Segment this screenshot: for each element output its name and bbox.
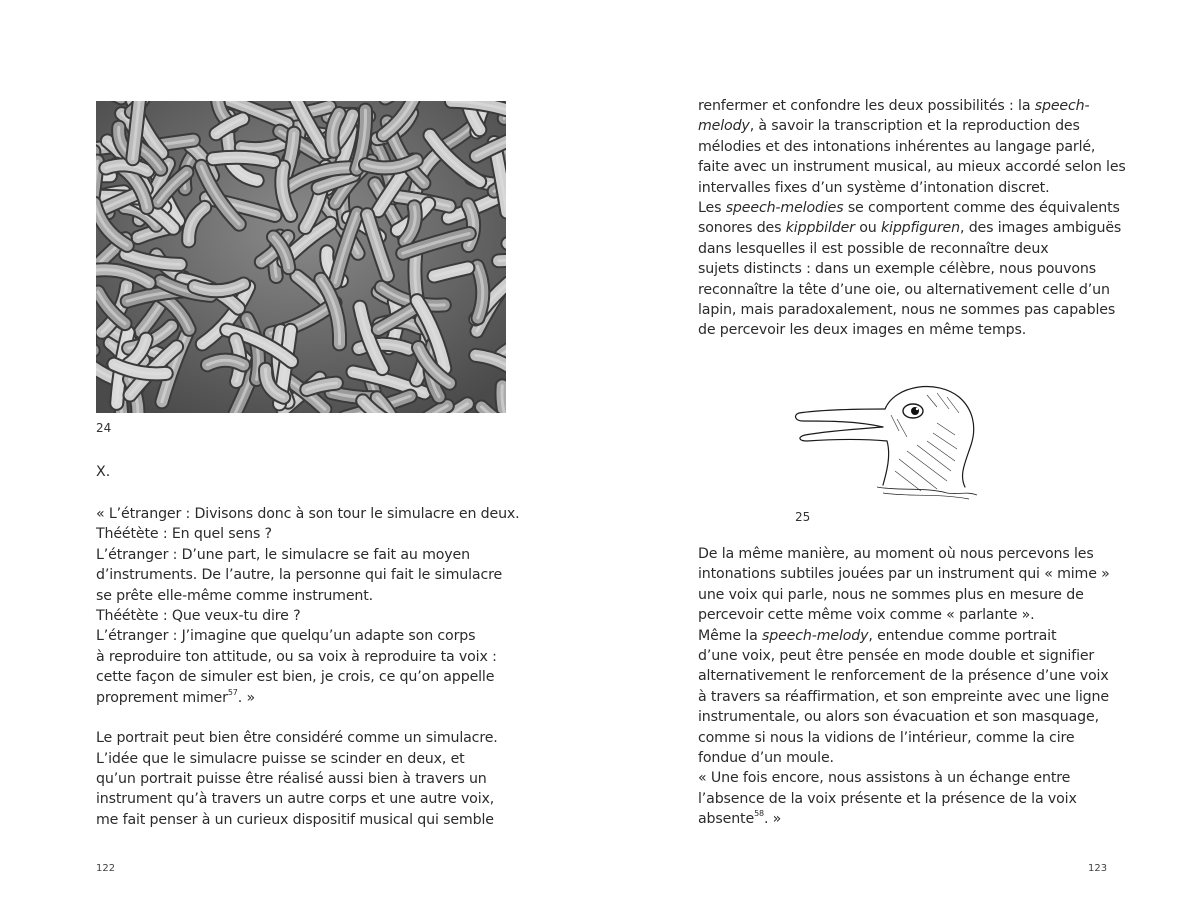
quote-line: à reproduire ton attitude, ou sa voix à reproduire ta voix : <box>96 648 497 665</box>
figure-24-caption: 24 <box>96 421 112 435</box>
text-line: intervalles fixes d’un système d’intonation discret. <box>698 179 1050 196</box>
text-line: De la même manière, au moment où nous percevons les <box>698 546 1094 562</box>
paragraph-line: me fait penser à un curieux dispositif musical qui semble <box>96 811 494 828</box>
quote-line: L’étranger : D’une part, le simulacre se fait au moyen <box>96 546 470 563</box>
text-line: de percevoir les deux images en même temps. <box>698 322 1027 339</box>
quote-line-last: proprement mimer$^{57}$. » <box>96 687 255 706</box>
text-line: percevoir cette même voix comme « parlante ». <box>698 607 1035 624</box>
text-line: melody, à savoir la transcription et la reproduction des <box>698 118 1080 135</box>
quote-line: se prête elle-même comme instrument. <box>96 587 374 604</box>
paragraph-line: Le portrait peut bien être considéré comme un simulacre. <box>96 730 498 747</box>
text-line: renfermer et confondre les deux possibilités : la speech- <box>698 98 1090 114</box>
text-line: une voix qui parle, nous ne sommes plus en mesure de <box>698 586 1084 603</box>
text-line: sonores des kippbilder ou kippfiguren, des images ambiguës <box>698 220 1122 237</box>
text-line: reconnaître la tête d’une oie, ou alternativement celle d’un <box>698 281 1110 298</box>
bacteria-micrograph-icon <box>96 101 506 413</box>
quote-line: Théétète : En quel sens ? <box>96 526 272 543</box>
paragraph-perception <box>698 544 1110 829</box>
text-line: Les speech-melodies se comportent comme des équivalents <box>698 199 1120 216</box>
text-line: comme si nous la vidions de l’intérieur, comme la cire <box>698 729 1075 746</box>
paragraph-line: instrument qu’à travers un autre corps et une autre voix, <box>96 791 495 808</box>
text-line: instrumentale, ou alors son évacuation et son masquage, <box>698 709 1099 726</box>
text-line: « Une fois encore, nous assistons à un échange entre <box>698 770 1071 787</box>
text-line: sujets distincts : dans un exemple célèbre, nous pouvons <box>698 261 1096 278</box>
figure-25-caption: 25 <box>795 510 811 524</box>
text-line: lapin, mais paradoxalement, nous ne sommes pas capables <box>698 301 1116 318</box>
quote-line: cette façon de simuler est bien, je crois, ce qu’on appelle <box>96 669 495 686</box>
text-line: à travers sa réaffirmation, et son empreinte avec une ligne <box>698 688 1109 705</box>
footnote-ref-58[interactable]: 58 <box>754 809 764 819</box>
dialogue-quote <box>96 504 520 830</box>
page-number-right: 123 <box>1088 863 1108 874</box>
quote-line: L’étranger : J’imagine que quelqu’un adapte son corps <box>96 628 476 645</box>
quote-line: Théétète : Que veux-tu dire ? <box>96 607 301 624</box>
text-line: Même la speech-melody, entendue comme portrait <box>698 627 1057 644</box>
text-line: l’absence de la voix présente et la présence de la voix <box>698 790 1077 807</box>
text-line: faite avec un instrument musical, au mieux accordé selon les <box>698 159 1126 176</box>
paragraph-speech-melody <box>698 96 1126 341</box>
text-line: d’une voix, peut être pensée en mode double et signifier <box>698 647 1095 664</box>
quote-line: « L’étranger : Divisons donc à son tour le simulacre en deux. <box>96 506 520 522</box>
text-line: intonations subtiles jouées par un instrument qui « mime » <box>698 566 1110 583</box>
text-line: alternativement le renforcement de la présence d’une voix <box>698 668 1109 685</box>
section-numeral: X. <box>96 464 111 480</box>
text-line: fondue d’un moule. <box>698 749 834 766</box>
text-line: mélodies et des intonations inhérentes au langage parlé, <box>698 138 1096 155</box>
text-line: dans lesquelles il est possible de reconnaître deux <box>698 240 1049 257</box>
page-number-left: 122 <box>96 863 116 874</box>
footnote-ref-57[interactable]: 57 <box>227 687 238 697</box>
paragraph-line: qu’un portrait puisse être réalisé aussi bien à travers un <box>96 771 487 788</box>
quote-line: d’instruments. De l’autre, la personne qui fait le simulacre <box>96 567 503 584</box>
text-line: absente$^{58}$. » <box>698 809 782 828</box>
duck-rabbit-illusion-icon <box>787 375 982 503</box>
paragraph-line: L’idée que le simulacre puisse se scinder en deux, et <box>96 750 465 767</box>
